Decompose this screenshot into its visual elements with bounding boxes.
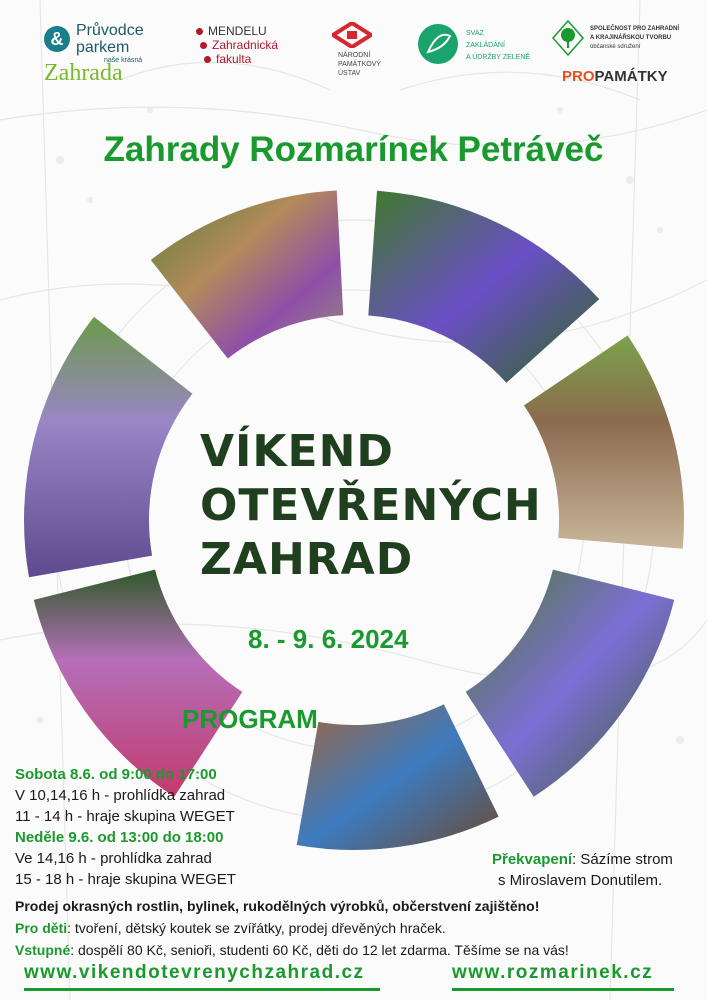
spol-line1: SPOLEČNOST PRO ZAHRADNÍ (590, 26, 680, 32)
saturday-item-1: V 10,14,16 h - prohlídka zahrad (15, 787, 226, 804)
surprise-text-2: s Miroslavem Donutilem. (498, 872, 663, 889)
pruvodce-line2: parkem (76, 39, 130, 56)
rozmarinek-website-underline (452, 988, 674, 991)
info-sales: Prodej okrasných rostlin, bylinek, rukodělných výrobků, občerstvení zajištěno! (15, 898, 540, 914)
svaz-line2: ZAKLÁDÁNÍ (466, 42, 505, 49)
event-line2: OTEVŘENÝCH (200, 480, 542, 531)
spol-line2: A KRAJINÁŘSKOU TVORBU (590, 35, 672, 41)
kids-text: : tvoření, dětský koutek se zvířátky, prodej dřevěných hraček. (67, 920, 446, 936)
mendelu-line2: Zahradnická (212, 38, 279, 52)
event-website-underline (24, 988, 380, 991)
entry-label: Vstupné (15, 942, 71, 958)
event-line1: VÍKEND (200, 426, 394, 477)
event-line3: ZAHRAD (200, 534, 414, 585)
npu-line2: PAMÁTKOVÝ (338, 61, 382, 68)
svaz-line1: SVAZ (466, 30, 484, 37)
event-dates: 8. - 9. 6. 2024 (248, 624, 409, 654)
surprise-note (492, 849, 673, 891)
entry-text: : dospělí 80 Kč, senioři, studenti 60 Kč, děti do 12 let zdarma. Těšíme se na vás! (70, 942, 569, 958)
donkey-photo (524, 335, 684, 548)
sunday-item-1: Ve 14,16 h - prohlídka zahrad (15, 850, 212, 867)
geranium-photo (466, 570, 675, 797)
info-block (15, 895, 569, 961)
propamatky-rest: PAMÁTKY (594, 68, 668, 85)
ampersand-badge-icon: & (44, 26, 70, 52)
propamatky-pro: PRO (562, 68, 595, 85)
event-website-link[interactable]: www.vikendotevrenychzahrad.cz (24, 962, 365, 983)
surprise-text-1: : Sázíme strom (572, 851, 673, 868)
rozmarinek-website-link[interactable]: www.rozmarinek.cz (452, 962, 654, 983)
children-photo (151, 190, 343, 358)
npu-line3: ÚSTAV (338, 70, 361, 77)
kids-label: Pro děti (15, 920, 68, 936)
spol-line3: občanské sdružení (590, 44, 641, 50)
page-title: Zahrady Rozmarínek Petráveč (103, 130, 604, 169)
npu-line1: NÁRODNÍ (338, 52, 371, 59)
iris-photo (368, 191, 599, 383)
surprise-label: Překvapení (492, 851, 573, 868)
saturday-heading: Sobota 8.6. od 9:00 do 17:00 (15, 766, 217, 783)
pruvodce-big: Zahrada (44, 60, 123, 86)
sunday-item-2: 15 - 18 h - hraje skupina WEGET (15, 871, 236, 888)
pruvodce-line1: Průvodce (76, 22, 144, 39)
lavender-photo (24, 317, 192, 577)
schedule (15, 764, 236, 890)
mendelu-line1: MENDELU (208, 24, 267, 38)
workshop-photo (297, 704, 499, 850)
svaz-line3: A ÚDRŽBY ZELENĚ (466, 54, 531, 61)
saturday-item-2: 11 - 14 h - hraje skupina WEGET (15, 808, 235, 825)
mendelu-line3: fakulta (216, 52, 252, 66)
event-title (200, 425, 542, 587)
lupine-photo (34, 570, 243, 797)
sunday-heading: Neděle 9.6. od 13:00 do 18:00 (15, 829, 224, 846)
pruvodce-small: naše krásná (104, 57, 143, 64)
program-heading: PROGRAM (182, 704, 318, 734)
